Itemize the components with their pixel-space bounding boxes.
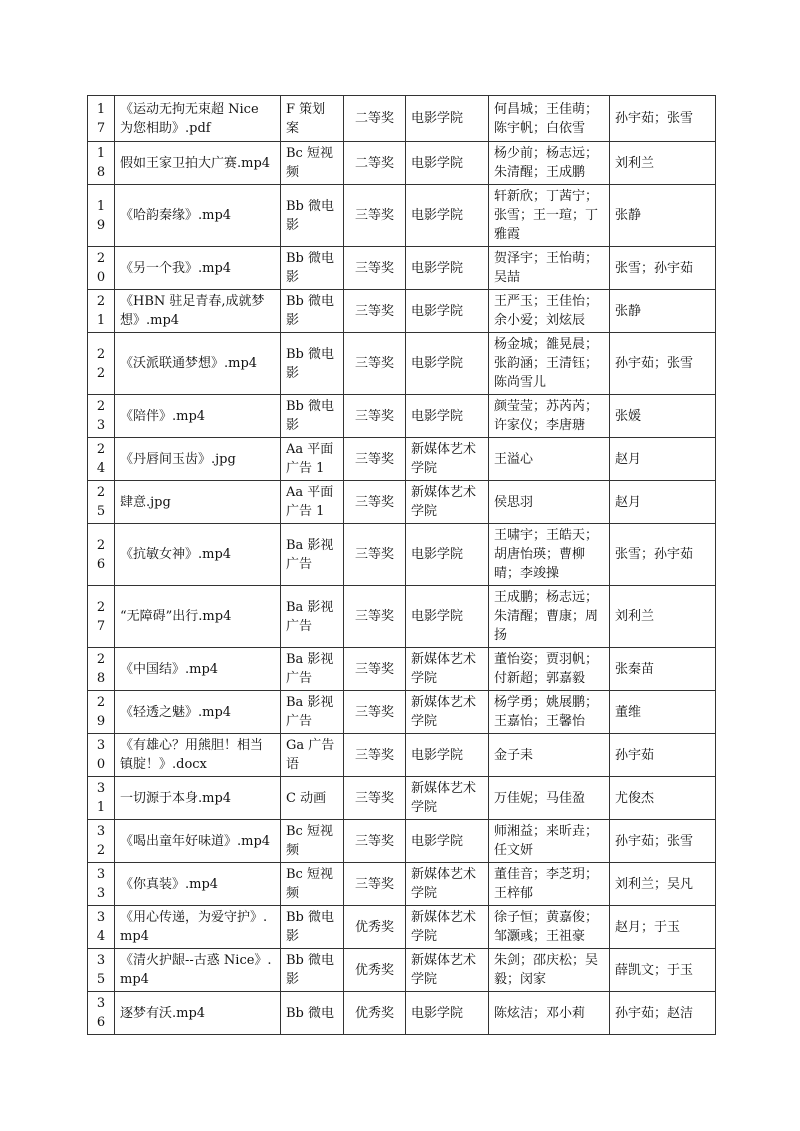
college-name: 电影学院 (406, 185, 489, 247)
advisor-names: 孙宇茹；张雪 (610, 820, 716, 863)
entry-number: 29 (88, 691, 115, 734)
advisor-names: 张秦苗 (610, 648, 716, 691)
work-title: 《中国结》.mp4 (115, 648, 281, 691)
college-name: 电影学院 (406, 96, 489, 142)
author-names: 董佳音；李芝玥；王梓郁 (489, 863, 610, 906)
advisor-names: 刘利兰；吴凡 (610, 863, 716, 906)
table-row (88, 481, 716, 524)
college-name: 电影学院 (406, 290, 489, 333)
table-row (88, 949, 716, 992)
awards-table-body (88, 96, 716, 1035)
advisor-names: 尤俊杰 (610, 777, 716, 820)
author-names: 金子耒 (489, 734, 610, 777)
college-name: 电影学院 (406, 586, 489, 648)
advisor-names: 赵月；于玉 (610, 906, 716, 949)
advisor-names: 张静 (610, 185, 716, 247)
author-names: 王成鹏；杨志远；朱清醒；曹康；周扬 (489, 586, 610, 648)
entry-number: 31 (88, 777, 115, 820)
table-row (88, 648, 716, 691)
work-category: Bb 微电影 (281, 333, 344, 395)
entry-number: 19 (88, 185, 115, 247)
table-row (88, 333, 716, 395)
college-name: 新媒体艺术学院 (406, 863, 489, 906)
work-category: Aa 平面广告 1 (281, 481, 344, 524)
work-title: 《另一个我》.mp4 (115, 247, 281, 290)
work-category: Bb 微电影 (281, 290, 344, 333)
award-level: 三等奖 (344, 863, 406, 906)
advisor-names: 孙宇茹；赵洁 (610, 992, 716, 1035)
table-row (88, 691, 716, 734)
work-category: Bb 微电 (281, 992, 344, 1035)
work-title: 《清火护龈--古惑 Nice》.mp4 (115, 949, 281, 992)
advisor-names: 孙宇茹；张雪 (610, 333, 716, 395)
entry-number: 22 (88, 333, 115, 395)
table-row (88, 438, 716, 481)
work-title: “无障碍”出行.mp4 (115, 586, 281, 648)
work-category: Ba 影视广告 (281, 648, 344, 691)
college-name: 电影学院 (406, 247, 489, 290)
college-name: 新媒体艺术学院 (406, 906, 489, 949)
college-name: 电影学院 (406, 524, 489, 586)
entry-number: 33 (88, 863, 115, 906)
author-names: 王啸宇；王皓天；胡唐怡瑛；曹柳晴；李竣操 (489, 524, 610, 586)
table-row (88, 863, 716, 906)
table-row (88, 777, 716, 820)
advisor-names: 孙宇茹；张雪 (610, 96, 716, 142)
work-category: Bb 微电影 (281, 949, 344, 992)
work-category: Bb 微电影 (281, 906, 344, 949)
entry-number: 26 (88, 524, 115, 586)
award-level: 三等奖 (344, 481, 406, 524)
advisor-names: 张媛 (610, 395, 716, 438)
work-category: Ba 影视广告 (281, 691, 344, 734)
college-name: 电影学院 (406, 395, 489, 438)
college-name: 电影学院 (406, 992, 489, 1035)
college-name: 新媒体艺术学院 (406, 691, 489, 734)
advisor-names: 张雪；孙宇茹 (610, 247, 716, 290)
author-names: 颜莹莹；苏芮芮；许家仪；李唐瑭 (489, 395, 610, 438)
award-level: 优秀奖 (344, 992, 406, 1035)
author-names: 朱剑；邵庆松；吴毅；闵家 (489, 949, 610, 992)
entry-number: 23 (88, 395, 115, 438)
award-level: 三等奖 (344, 185, 406, 247)
work-category: Bb 微电影 (281, 395, 344, 438)
table-row (88, 290, 716, 333)
award-level: 三等奖 (344, 820, 406, 863)
award-level: 三等奖 (344, 691, 406, 734)
college-name: 电影学院 (406, 820, 489, 863)
author-names: 杨金城；雒晃晨；张韵涵；王清钰；陈尚雪儿 (489, 333, 610, 395)
award-level: 三等奖 (344, 524, 406, 586)
author-names: 杨少前；杨志远；朱清醒；王成鹏 (489, 142, 610, 185)
author-names: 徐子恒；黄嘉俊；邹灏彧；王祖豪 (489, 906, 610, 949)
award-level: 三等奖 (344, 777, 406, 820)
entry-number: 28 (88, 648, 115, 691)
advisor-names: 赵月 (610, 481, 716, 524)
entry-number: 34 (88, 906, 115, 949)
awards-table (87, 95, 716, 1035)
work-title: 《沃派联通梦想》.mp4 (115, 333, 281, 395)
work-title: 假如王家卫拍大广赛.mp4 (115, 142, 281, 185)
work-title: 《用心传递，为爱守护》.mp4 (115, 906, 281, 949)
entry-number: 36 (88, 992, 115, 1035)
entry-number: 24 (88, 438, 115, 481)
author-names: 王溢心 (489, 438, 610, 481)
author-names: 董怡姿；贾羽帆；付新超；郭嘉毅 (489, 648, 610, 691)
table-row (88, 142, 716, 185)
entry-number: 25 (88, 481, 115, 524)
author-names: 杨学勇；姚展鹏；王嘉怡；王馨怡 (489, 691, 610, 734)
entry-number: 21 (88, 290, 115, 333)
work-category: Aa 平面广告 1 (281, 438, 344, 481)
college-name: 新媒体艺术学院 (406, 777, 489, 820)
award-level: 三等奖 (344, 395, 406, 438)
work-title: 《丹唇间玉齿》.jpg (115, 438, 281, 481)
author-names: 王严玉；王佳怡；余小爱；刘炫辰 (489, 290, 610, 333)
entry-number: 17 (88, 96, 115, 142)
work-title: 肆意.jpg (115, 481, 281, 524)
table-row (88, 96, 716, 142)
work-category: Bc 短视频 (281, 142, 344, 185)
entry-number: 35 (88, 949, 115, 992)
work-title: 《HBN 驻足青春,成就梦想》.mp4 (115, 290, 281, 333)
author-names: 陈炫洁；邓小莉 (489, 992, 610, 1035)
author-names: 何昌城；王佳萌；陈宇帆；白依雪 (489, 96, 610, 142)
award-level: 三等奖 (344, 438, 406, 481)
table-row (88, 734, 716, 777)
work-category: Bc 短视频 (281, 863, 344, 906)
table-row (88, 395, 716, 438)
award-level: 三等奖 (344, 333, 406, 395)
entry-number: 27 (88, 586, 115, 648)
advisor-names: 刘利兰 (610, 586, 716, 648)
entry-number: 18 (88, 142, 115, 185)
table-row (88, 586, 716, 648)
college-name: 电影学院 (406, 142, 489, 185)
work-title: 《有雄心？用熊胆！相当镇腚！》.docx (115, 734, 281, 777)
college-name: 新媒体艺术学院 (406, 949, 489, 992)
work-category: Ba 影视广告 (281, 586, 344, 648)
award-level: 优秀奖 (344, 949, 406, 992)
work-title: 《轻透之魅》.mp4 (115, 691, 281, 734)
table-row (88, 906, 716, 949)
work-category: Bb 微电影 (281, 185, 344, 247)
work-title: 《运动无拘无束超 Nice 为您相助》.pdf (115, 96, 281, 142)
author-names: 万佳妮；马佳盈 (489, 777, 610, 820)
award-level: 三等奖 (344, 648, 406, 691)
college-name: 电影学院 (406, 734, 489, 777)
advisor-names: 董维 (610, 691, 716, 734)
work-title: 《喝出童年好味道》.mp4 (115, 820, 281, 863)
award-level: 二等奖 (344, 96, 406, 142)
work-title: 《陪伴》.mp4 (115, 395, 281, 438)
author-names: 师湘益；来昕垚；任文妍 (489, 820, 610, 863)
table-row (88, 247, 716, 290)
entry-number: 30 (88, 734, 115, 777)
advisor-names: 刘利兰 (610, 142, 716, 185)
advisor-names: 张雪；孙宇茹 (610, 524, 716, 586)
work-category: F 策划案 (281, 96, 344, 142)
work-category: C 动画 (281, 777, 344, 820)
table-row (88, 524, 716, 586)
entry-number: 32 (88, 820, 115, 863)
table-row (88, 992, 716, 1035)
entry-number: 20 (88, 247, 115, 290)
advisor-names: 张静 (610, 290, 716, 333)
advisor-names: 薛凯文；于玉 (610, 949, 716, 992)
work-category: Bc 短视频 (281, 820, 344, 863)
work-category: Bb 微电影 (281, 247, 344, 290)
college-name: 新媒体艺术学院 (406, 481, 489, 524)
work-category: Ga 广告语 (281, 734, 344, 777)
advisor-names: 赵月 (610, 438, 716, 481)
table-row (88, 820, 716, 863)
advisor-names: 孙宇茹 (610, 734, 716, 777)
award-level: 优秀奖 (344, 906, 406, 949)
work-title: 《抗敏女神》.mp4 (115, 524, 281, 586)
work-title: 《你真装》.mp4 (115, 863, 281, 906)
college-name: 电影学院 (406, 333, 489, 395)
author-names: 轩新欣；丁茜宁；张雪；王一瑄；丁雅霞 (489, 185, 610, 247)
work-title: 一切源于本身.mp4 (115, 777, 281, 820)
award-level: 三等奖 (344, 734, 406, 777)
college-name: 新媒体艺术学院 (406, 648, 489, 691)
award-level: 二等奖 (344, 142, 406, 185)
table-row (88, 185, 716, 247)
work-title: 逐梦有沃.mp4 (115, 992, 281, 1035)
award-level: 三等奖 (344, 290, 406, 333)
author-names: 侯思羽 (489, 481, 610, 524)
work-title: 《哈韵秦缘》.mp4 (115, 185, 281, 247)
work-category: Ba 影视广告 (281, 524, 344, 586)
award-level: 三等奖 (344, 247, 406, 290)
award-level: 三等奖 (344, 586, 406, 648)
college-name: 新媒体艺术学院 (406, 438, 489, 481)
author-names: 贺泽宇；王怡萌；吴喆 (489, 247, 610, 290)
